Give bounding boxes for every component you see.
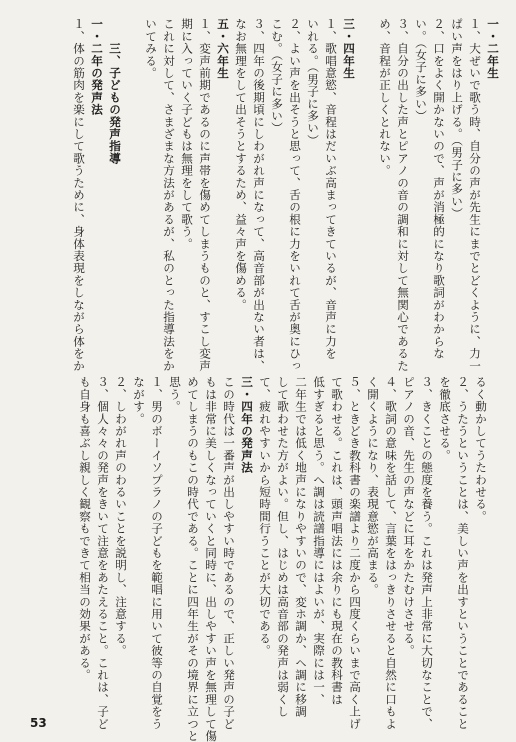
- text-line: いれる。（男子に多い）: [306, 18, 320, 147]
- text-line: い。（女子に多い）: [414, 18, 428, 122]
- text-line: ピアノの音、先生の声などに耳をかたむけさせる。: [402, 376, 416, 657]
- text-line: いてみる。: [144, 18, 158, 79]
- text-line: めてしまうのもこの時代である。ことに四年生がその境界に立つと: [186, 376, 200, 742]
- text-line: して歌わせた方がよい。但し、はじめは高音部の発声は弱くし: [276, 376, 290, 718]
- text-line: ３、きくことの態度を養う。これは発声上非常に大切なことで、: [420, 376, 434, 730]
- section-heading: 一・二年の発声法: [90, 18, 104, 116]
- text-line: 期に入っていく子どもは無理をして歌う。: [180, 18, 194, 250]
- chapter-title: 三、子どもの発声指導: [108, 18, 122, 165]
- text-line: め、音程が正しくとれない。: [378, 18, 392, 177]
- text-line: ３、四年の後期頃にしわがれ声になって、高音部が出ない者は、: [252, 18, 266, 372]
- text-line: １、変声前期であるのに声帯を傷めてしまうものと、すこし変声: [198, 18, 212, 372]
- text-line: １、歌唱意慾、音程はだいぶ高まってきているが、音声に力を: [324, 18, 338, 360]
- text-line: ２、うたうということは、美しい声を出すということであること: [456, 376, 470, 730]
- text-line: て、疲れやすいから短時間行うことが大切である。: [258, 376, 272, 657]
- text-line: も自身も喜ぶし親しく観察もできて相当の効果がある。: [78, 376, 92, 681]
- text-line: ５、ときどき教科書の楽譜より二度から四度くらいまで高く上げ: [348, 376, 362, 730]
- text-line: て歌わせる。これは、頭声唱法には余りにも現在の教科書は: [330, 376, 344, 706]
- page-number: 53: [30, 716, 47, 730]
- text-line: 低すぎると思う。へ調は読譜指導にはよいが、実際には一、: [312, 376, 326, 706]
- text-line: なお無理をして出そうとするため、益々声を傷める。: [234, 18, 248, 311]
- lower-text-block: [76, 376, 490, 742]
- text-line: こむ。（女子に多い）: [270, 18, 284, 135]
- text-line: を徹底させる。: [438, 376, 452, 462]
- text-line: ながす。: [132, 376, 146, 425]
- text-line: 思う。: [168, 376, 182, 413]
- text-line: ぱい声をはり上げる。（男子に多い）: [450, 18, 464, 220]
- text-line: これに対して、さまざまな方法があるが、私のとった指導法をか: [162, 18, 176, 372]
- text-line: 二年生では低く地声になりやすいので、変ホ調か、ヘ調に移調: [294, 376, 308, 718]
- upper-text-block: [70, 18, 502, 372]
- text-line: く開くようになり、表現意慾が高まる。: [366, 376, 380, 596]
- section-heading: 三・四年生: [342, 18, 356, 79]
- text-line: １、体の筋肉を楽にして歌うために、身体表現をしながら体をか: [72, 18, 86, 372]
- text-line: ３、個人々々の発声をきいて注意をあたえること。これは、子ど: [96, 376, 110, 730]
- section-heading: 五・六年生: [216, 18, 230, 79]
- text-line: るく動かしてうたわせる。: [474, 376, 488, 523]
- text-line: この時代は一番声が出しやすい時であるので、正しい発声の子ど: [222, 376, 236, 730]
- section-heading: 三・四年の発声法: [240, 376, 254, 474]
- text-line: ２、口をよく開かないので、声が消極的になり歌詞がわからな: [432, 18, 446, 360]
- text-line: もは非常に美しくなっていくと同時に、出しやすい声を無理して傷: [204, 376, 218, 742]
- text-line: １、大ぜいで歌う時、自分の声が先生にまでとどくように、力一: [468, 18, 482, 372]
- text-line: ２、よい声を出そうと思って、舌の根に力をいれて舌が奥にひっ: [288, 18, 302, 372]
- text-line: １、男のボーイソプラノの子どもを範唱に用いて彼等の自覚をう: [150, 376, 164, 730]
- section-heading: 一・二年生: [486, 18, 500, 79]
- text-line: [124, 18, 142, 348]
- text-line: [358, 18, 376, 348]
- text-line: ４、歌詞の意味を話して、言葉をはっきりさせると自然に口もよ: [384, 376, 398, 730]
- text-line: ３、自分の出した声とピアノの音の調和に対して無関心であるた: [396, 18, 410, 372]
- text-line: ２、しわがれ声のわるいことを説明し、注意する。: [114, 376, 128, 657]
